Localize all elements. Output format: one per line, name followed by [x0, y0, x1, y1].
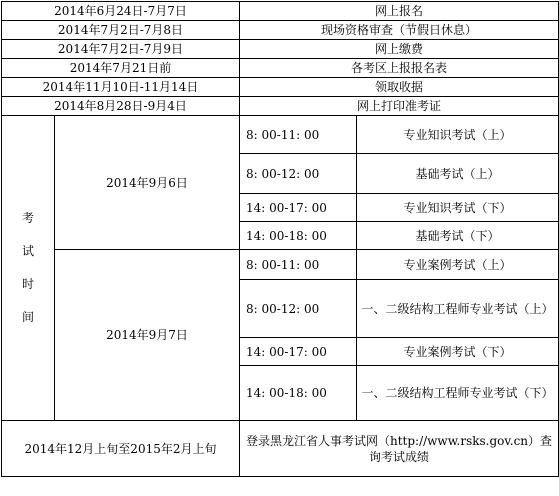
row-event: 现场资格审查（节假日休息） — [240, 21, 559, 40]
session-time: 8: 00-11: 00 — [240, 116, 357, 154]
row-event: 网上报名 — [240, 2, 559, 21]
exam-day-date: 2014年9月7日 — [55, 250, 240, 421]
exam-day-date: 2014年9月6日 — [55, 116, 240, 250]
session-time: 14: 00-17: 00 — [240, 338, 357, 366]
row-date: 2014年7月2日-7月9日 — [2, 40, 240, 59]
session-subject: 基础考试（下） — [357, 222, 559, 250]
row-date: 2014年7月21日前 — [2, 59, 240, 78]
session-time: 14: 00-18: 00 — [240, 222, 357, 250]
table-row — [2, 40, 559, 59]
session-subject: 专业知识考试（上） — [357, 116, 559, 154]
session-subject: 基础考试（上） — [357, 154, 559, 194]
session-subject: 专业知识考试（下） — [357, 194, 559, 222]
session-time: 8: 00-11: 00 — [240, 250, 357, 280]
row-event: 网上打印准考证 — [240, 97, 559, 116]
table-row — [2, 97, 559, 116]
session-subject: 专业案例考试（下） — [357, 338, 559, 366]
table-row — [2, 21, 559, 40]
session-time: 14: 00-18: 00 — [240, 366, 357, 421]
exam-time-label: 考 试 时 间 — [2, 116, 55, 421]
table-row — [2, 2, 559, 21]
session-subject: 专业案例考试（上） — [357, 250, 559, 280]
row-date: 2014年6月24日-7月7日 — [2, 2, 240, 21]
session-time: 14: 00-17: 00 — [240, 194, 357, 222]
session-subject: 一、二级结构工程师专业考试（上） — [357, 280, 559, 338]
results-event: 登录黑龙江省人事考试网（http://www.rsks.gov.cn）查询考试成绩 — [240, 421, 559, 477]
row-event: 网上缴费 — [240, 40, 559, 59]
session-row — [2, 116, 559, 154]
row-date: 2014年8月28日-9月4日 — [2, 97, 240, 116]
row-date: 2014年11月10日-11月14日 — [2, 78, 240, 97]
row-event: 领取收据 — [240, 78, 559, 97]
exam-schedule-table — [1, 1, 559, 477]
row-event: 各考区上报报名表 — [240, 59, 559, 78]
results-date: 2014年12月上旬至2015年2月上旬 — [2, 421, 240, 477]
session-subject: 一、二级结构工程师专业考试（下） — [357, 366, 559, 421]
session-time: 8: 00-12: 00 — [240, 154, 357, 194]
table-row — [2, 421, 559, 477]
session-time: 8: 00-12: 00 — [240, 280, 357, 338]
table-row — [2, 59, 559, 78]
row-date: 2014年7月2日-7月8日 — [2, 21, 240, 40]
session-row — [2, 250, 559, 280]
table-row — [2, 78, 559, 97]
